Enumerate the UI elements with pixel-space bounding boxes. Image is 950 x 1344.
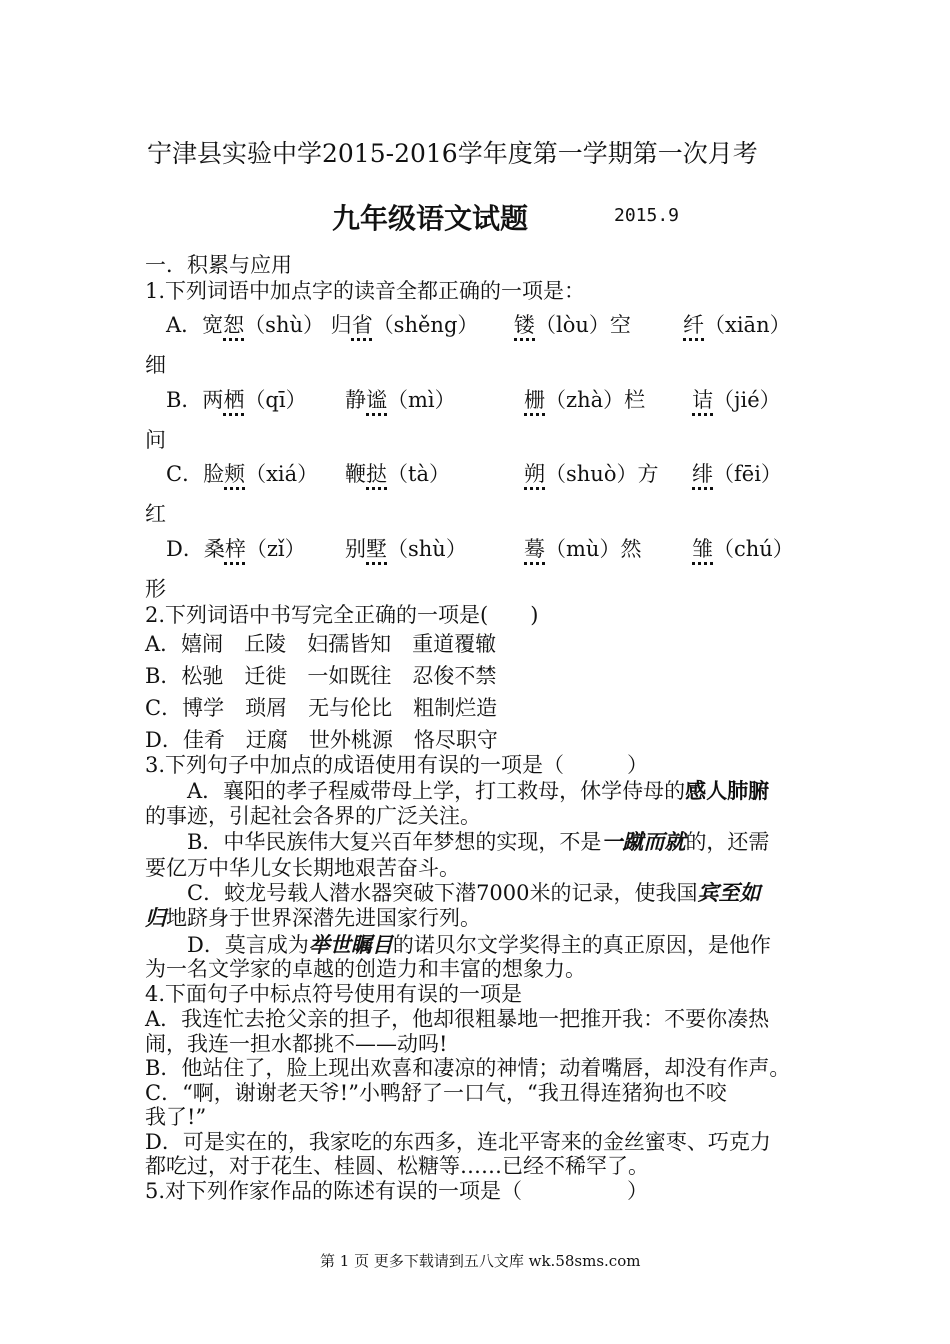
q4-option-d: D．可是实在的，我家吃的东西多，连北平寄来的金丝蜜枣、巧克力	[145, 1130, 771, 1154]
q2-stem: 2.下列词语中书写完全正确的一项是( )	[145, 603, 539, 627]
q1-option-c-tail: 红	[145, 502, 166, 526]
q3-option-b: B．中华民族伟大复兴百年梦想的实现，不是一蹴而就的，还需	[187, 829, 770, 854]
dotted-char: 镂	[514, 313, 535, 337]
q4-option-d-cont: 都吃过，对于花生、桂圆、松糖等……已经不稀罕了。	[145, 1154, 649, 1178]
exam-school-title: 宁津县实验中学2015-2016学年度第一学期第一次月考	[147, 139, 758, 168]
dotted-char: 诘	[692, 388, 713, 412]
q1-option-c-part2: 鞭挞（tà）	[345, 462, 450, 486]
exam-subject-title: 九年级语文试题	[332, 202, 529, 235]
dotted-char: 蓦	[524, 537, 545, 561]
q3-option-d: D．莫言成为举世瞩目的诺贝尔文学奖得主的真正原因，是他作	[187, 932, 771, 957]
q1-option-d-part4: 雏（chú）	[692, 537, 794, 561]
dotted-char: 恕	[223, 313, 245, 337]
idiom: 感人肺腑	[685, 778, 770, 803]
dotted-char: 挞	[366, 462, 387, 486]
page-footer: 第 1 页 更多下载请到五八文库 wk.58sms.com	[320, 1252, 641, 1270]
q2-option-c: C．博学 琐屑 无与伦比 粗制烂造	[145, 696, 498, 720]
dotted-char: 墅	[366, 537, 387, 561]
section-heading: 一．积累与应用	[145, 253, 292, 277]
q1-option-b-part3: 栅（zhà）栏	[524, 388, 646, 412]
idiom: 举世瞩目	[308, 932, 393, 957]
q2-option-b: B．松驰 迁徙 一如既往 忍俊不禁	[145, 664, 497, 688]
dotted-char: 省	[351, 313, 373, 337]
q1-option-a-part2: 镂（lòu）空	[514, 313, 631, 337]
dotted-char: 雏	[692, 537, 713, 561]
q4-stem: 4.下面句子中标点符号使用有误的一项是	[145, 982, 523, 1006]
dotted-char: 绯	[692, 462, 713, 486]
q1-option-d: D．桑梓（zǐ）	[166, 537, 306, 561]
q2-option-a: A．嬉闹 丘陵 妇孺皆知 重道覆辙	[145, 632, 497, 656]
q4-option-b: B．他站住了，脸上现出欢喜和凄凉的神情；动着嘴唇，却没有作声。	[145, 1056, 791, 1080]
q4-option-c-cont: 我了!”	[145, 1105, 207, 1129]
q3-option-a-cont: 的事迹，引起社会各界的广泛关注。	[145, 804, 481, 828]
q3-option-a: A．襄阳的孝子程威带母上学，打工救母，休学侍母的感人肺腑	[187, 778, 770, 803]
idiom: 归	[145, 905, 166, 930]
q1-option-d-part3: 蓦（mù）然	[524, 537, 642, 561]
q1-option-b-part4: 诘（jié）	[692, 388, 781, 412]
dotted-char: 谧	[366, 388, 387, 412]
exam-date: 2015.9	[614, 205, 680, 226]
q1-option-c-part3: 朔（shuò）方	[524, 462, 659, 486]
idiom: 宾至如	[697, 880, 761, 905]
q1-option-c: C．脸颊（xiá）	[166, 462, 319, 486]
q3-option-c: C．蛟龙号载人潜水器突破下潜7000米的记录，使我国宾至如	[187, 880, 761, 905]
q1-option-b-part2: 静谧（mì）	[345, 388, 456, 412]
dotted-char: 纤	[683, 313, 704, 337]
q4-option-a: A．我连忙去抢父亲的担子，他却很粗暴地一把推开我：不要你凑热	[145, 1007, 770, 1031]
idiom: 一蹴而就	[601, 829, 686, 854]
q3-option-d-cont: 为一名文学家的卓越的创造力和丰富的想象力。	[145, 957, 586, 981]
q1-option-c-part4: 绯（fēi）	[692, 462, 782, 486]
dotted-char: 梓	[224, 537, 246, 561]
q4-option-c: C．“啊，谢谢老天爷!”小鸭舒了一口气，“我丑得连猪狗也不咬	[145, 1081, 727, 1105]
q2-option-d: D．佳肴 迂腐 世外桃源 恪尽职守	[145, 728, 498, 752]
q5-stem: 5.对下列作家作品的陈述有误的一项是（ ）	[145, 1179, 649, 1203]
dotted-char: 颊	[224, 462, 246, 486]
q1-option-d-part2: 别墅（shù）	[345, 537, 467, 561]
q1-option-b: B．两栖（qī）	[166, 388, 307, 412]
q1-option-d-tail: 形	[145, 577, 166, 601]
dotted-char: 栅	[524, 388, 545, 412]
q3-option-c-cont: 归地跻身于世界深潜先进国家行列。	[145, 905, 481, 930]
q1-option-a-tail: 细	[145, 353, 166, 377]
dotted-char: 朔	[524, 462, 545, 486]
q1-option-a-part3: 纤（xiān）	[683, 313, 791, 337]
q4-option-a-cont: 闹，我连一担水都挑不——动吗!	[145, 1032, 448, 1056]
q1-option-a: A．宽恕（shù） 归省（shěng）	[166, 313, 479, 337]
q1-stem: 1.下列词语中加点字的读音全都正确的一项是：	[145, 279, 586, 303]
q3-stem: 3.下列句子中加点的成语使用有误的一项是（ ）	[145, 753, 649, 777]
dotted-char: 栖	[223, 388, 245, 412]
q3-option-b-cont: 要亿万中华儿女长期地艰苦奋斗。	[145, 856, 460, 880]
q1-option-b-tail: 问	[145, 428, 166, 452]
